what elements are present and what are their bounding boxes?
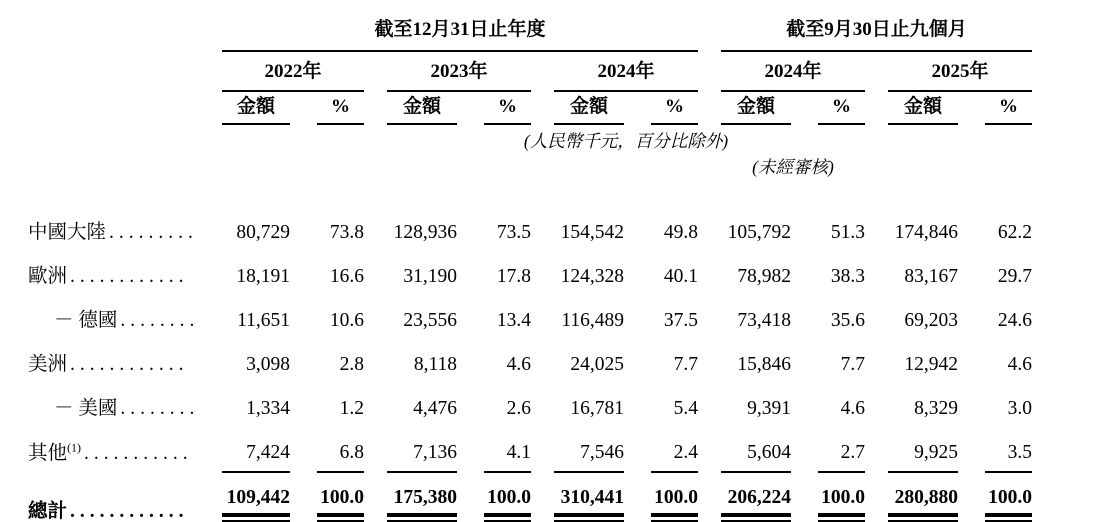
percent-header: % [651, 91, 698, 124]
dot-leader: ............ [70, 266, 189, 288]
period-group-row [28, 8, 1032, 51]
amount-cell: 69,203 [904, 310, 958, 332]
total-amount-cell: 175,380 [387, 472, 457, 522]
total-percent-cell: 100.0 [985, 472, 1032, 522]
percent-cell: 51.3 [830, 222, 865, 244]
table-row-mainland-china [28, 207, 1032, 251]
unaudited-note-row [28, 155, 1032, 181]
amount-cell: 1,334 [246, 398, 290, 420]
total-amount-cell: 206,224 [721, 472, 791, 522]
total-amount-cell: 280,880 [888, 472, 958, 522]
percent-cell: 2.7 [818, 427, 865, 472]
dot-leader: ......... [109, 222, 198, 244]
percent-cell: 2.4 [651, 427, 698, 472]
total-percent-cell: 100.0 [818, 472, 865, 522]
percent-cell: 2.8 [339, 354, 364, 376]
year-header-2025-9m: 2025年 [888, 51, 1032, 91]
percent-header: % [818, 91, 865, 124]
percent-cell: 3.5 [985, 427, 1032, 472]
amount-cell: 174,846 [894, 222, 958, 244]
amount-cell: 73,418 [737, 310, 791, 332]
double-rule [222, 513, 290, 522]
total-percent-cell: 100.0 [317, 472, 364, 522]
amount-cell: 105,792 [727, 222, 791, 244]
amount-cell: 83,167 [904, 266, 958, 288]
table-row-germany [28, 295, 1032, 339]
amount-cell: 7,546 [554, 427, 624, 472]
percent-cell: 35.6 [830, 310, 865, 332]
period-header-nine-month: 截至9月30日止九個月 [721, 8, 1032, 51]
amount-cell: 24,025 [570, 354, 624, 376]
total-amount-cell: 310,441 [554, 472, 624, 522]
year-header-2024: 2024年 [554, 51, 698, 91]
amount-cell: 11,651 [237, 310, 290, 332]
percent-cell: 38.3 [830, 266, 865, 288]
table-row-united-states [28, 383, 1032, 427]
amount-cell: 9,925 [888, 427, 958, 472]
percent-cell: 62.2 [997, 222, 1033, 244]
percent-cell: 29.7 [997, 266, 1033, 288]
row-label: 其他 [28, 443, 68, 465]
amount-cell: 3,098 [246, 354, 290, 376]
amount-header: 金額 [222, 91, 290, 124]
percent-cell: 7.7 [840, 354, 865, 376]
amount-cell: 78,982 [737, 266, 791, 288]
amount-cell: 154,542 [560, 222, 624, 244]
footnote-marker: (1) [67, 440, 82, 455]
row-label: 歐洲 [28, 266, 68, 288]
percent-header: % [985, 91, 1032, 124]
double-rule [387, 513, 457, 522]
year-header-2024-9m: 2024年 [721, 51, 865, 91]
unaudited-note: (未經審核) [752, 157, 834, 178]
amount-cell: 18,191 [236, 266, 290, 288]
amount-cell: 80,729 [236, 222, 290, 244]
total-percent-cell: 100.0 [651, 472, 698, 522]
total-percent-cell: 100.0 [484, 472, 531, 522]
percent-cell: 13.4 [496, 310, 531, 332]
table-row-total [28, 472, 1032, 522]
percent-cell: 7.7 [673, 354, 698, 376]
double-rule [818, 513, 865, 522]
year-header-2023: 2023年 [387, 51, 531, 91]
dot-leader: ............ [70, 354, 189, 376]
year-header-row [28, 51, 1032, 91]
table-row-others [28, 427, 1032, 472]
amount-cell: 4,476 [413, 398, 457, 420]
currency-note: (人民幣千元，百分比除外) [523, 131, 729, 152]
dot-leader: ........ [120, 310, 200, 332]
double-rule [554, 513, 624, 522]
amount-cell: 7,424 [222, 427, 290, 472]
percent-cell: 4.6 [840, 398, 865, 420]
double-rule [317, 513, 364, 522]
percent-cell: 16.6 [329, 266, 364, 288]
amount-cell: 8,329 [914, 398, 958, 420]
table-row-europe [28, 251, 1032, 295]
dot-leader: ........ [120, 398, 200, 420]
amount-header: 金額 [387, 91, 457, 124]
amount-cell: 15,846 [737, 354, 791, 376]
amount-cell: 7,136 [387, 427, 457, 472]
spacer-row [28, 181, 1032, 207]
percent-cell: 4.6 [506, 354, 531, 376]
dot-leader: ............ [70, 500, 189, 522]
percent-cell: 17.8 [496, 266, 531, 288]
amount-cell: 9,391 [747, 398, 791, 420]
amount-cell: 124,328 [560, 266, 624, 288]
percent-cell: 37.5 [663, 310, 698, 332]
percent-cell: 5.4 [673, 398, 698, 420]
percent-header: % [317, 91, 364, 124]
amount-header: 金額 [888, 91, 958, 124]
column-header-row [28, 91, 1032, 124]
row-label: 總計 [28, 500, 68, 522]
double-rule [888, 513, 958, 522]
currency-note-row [28, 124, 1032, 155]
percent-cell: 73.5 [496, 222, 531, 244]
percent-cell: 1.2 [339, 398, 364, 420]
row-label: 中國大陸 [28, 222, 107, 244]
dot-leader: ........... [84, 443, 193, 465]
percent-header: % [484, 91, 531, 124]
amount-cell: 128,936 [393, 222, 457, 244]
amount-cell: 23,556 [403, 310, 457, 332]
row-label: 美洲 [28, 354, 68, 376]
year-header-2022: 2022年 [222, 51, 364, 91]
amount-header: 金額 [554, 91, 624, 124]
double-rule [651, 513, 698, 522]
percent-cell: 24.6 [997, 310, 1033, 332]
percent-cell: 2.6 [506, 398, 531, 420]
amount-cell: 31,190 [403, 266, 457, 288]
percent-cell: 73.8 [329, 222, 364, 244]
amount-cell: 16,781 [570, 398, 624, 420]
amount-cell: 116,489 [561, 310, 624, 332]
row-label: － 美國 [54, 398, 118, 420]
percent-cell: 40.1 [663, 266, 698, 288]
table-row-americas [28, 339, 1032, 383]
percent-cell: 4.6 [1007, 354, 1033, 376]
amount-header: 金額 [721, 91, 791, 124]
double-rule [985, 513, 1032, 522]
double-rule [484, 513, 531, 522]
percent-cell: 3.0 [1007, 398, 1033, 420]
revenue-by-region-table [28, 8, 1032, 522]
percent-cell: 4.1 [484, 427, 531, 472]
double-rule [721, 513, 791, 522]
period-header-annual: 截至12月31日止年度 [222, 8, 698, 51]
total-amount-cell: 109,442 [222, 472, 290, 522]
percent-cell: 49.8 [663, 222, 698, 244]
percent-cell: 10.6 [329, 310, 364, 332]
row-label: － 德國 [54, 310, 118, 332]
amount-cell: 8,118 [413, 354, 457, 376]
amount-cell: 5,604 [721, 427, 791, 472]
amount-cell: 12,942 [904, 354, 958, 376]
percent-cell: 6.8 [317, 427, 364, 472]
